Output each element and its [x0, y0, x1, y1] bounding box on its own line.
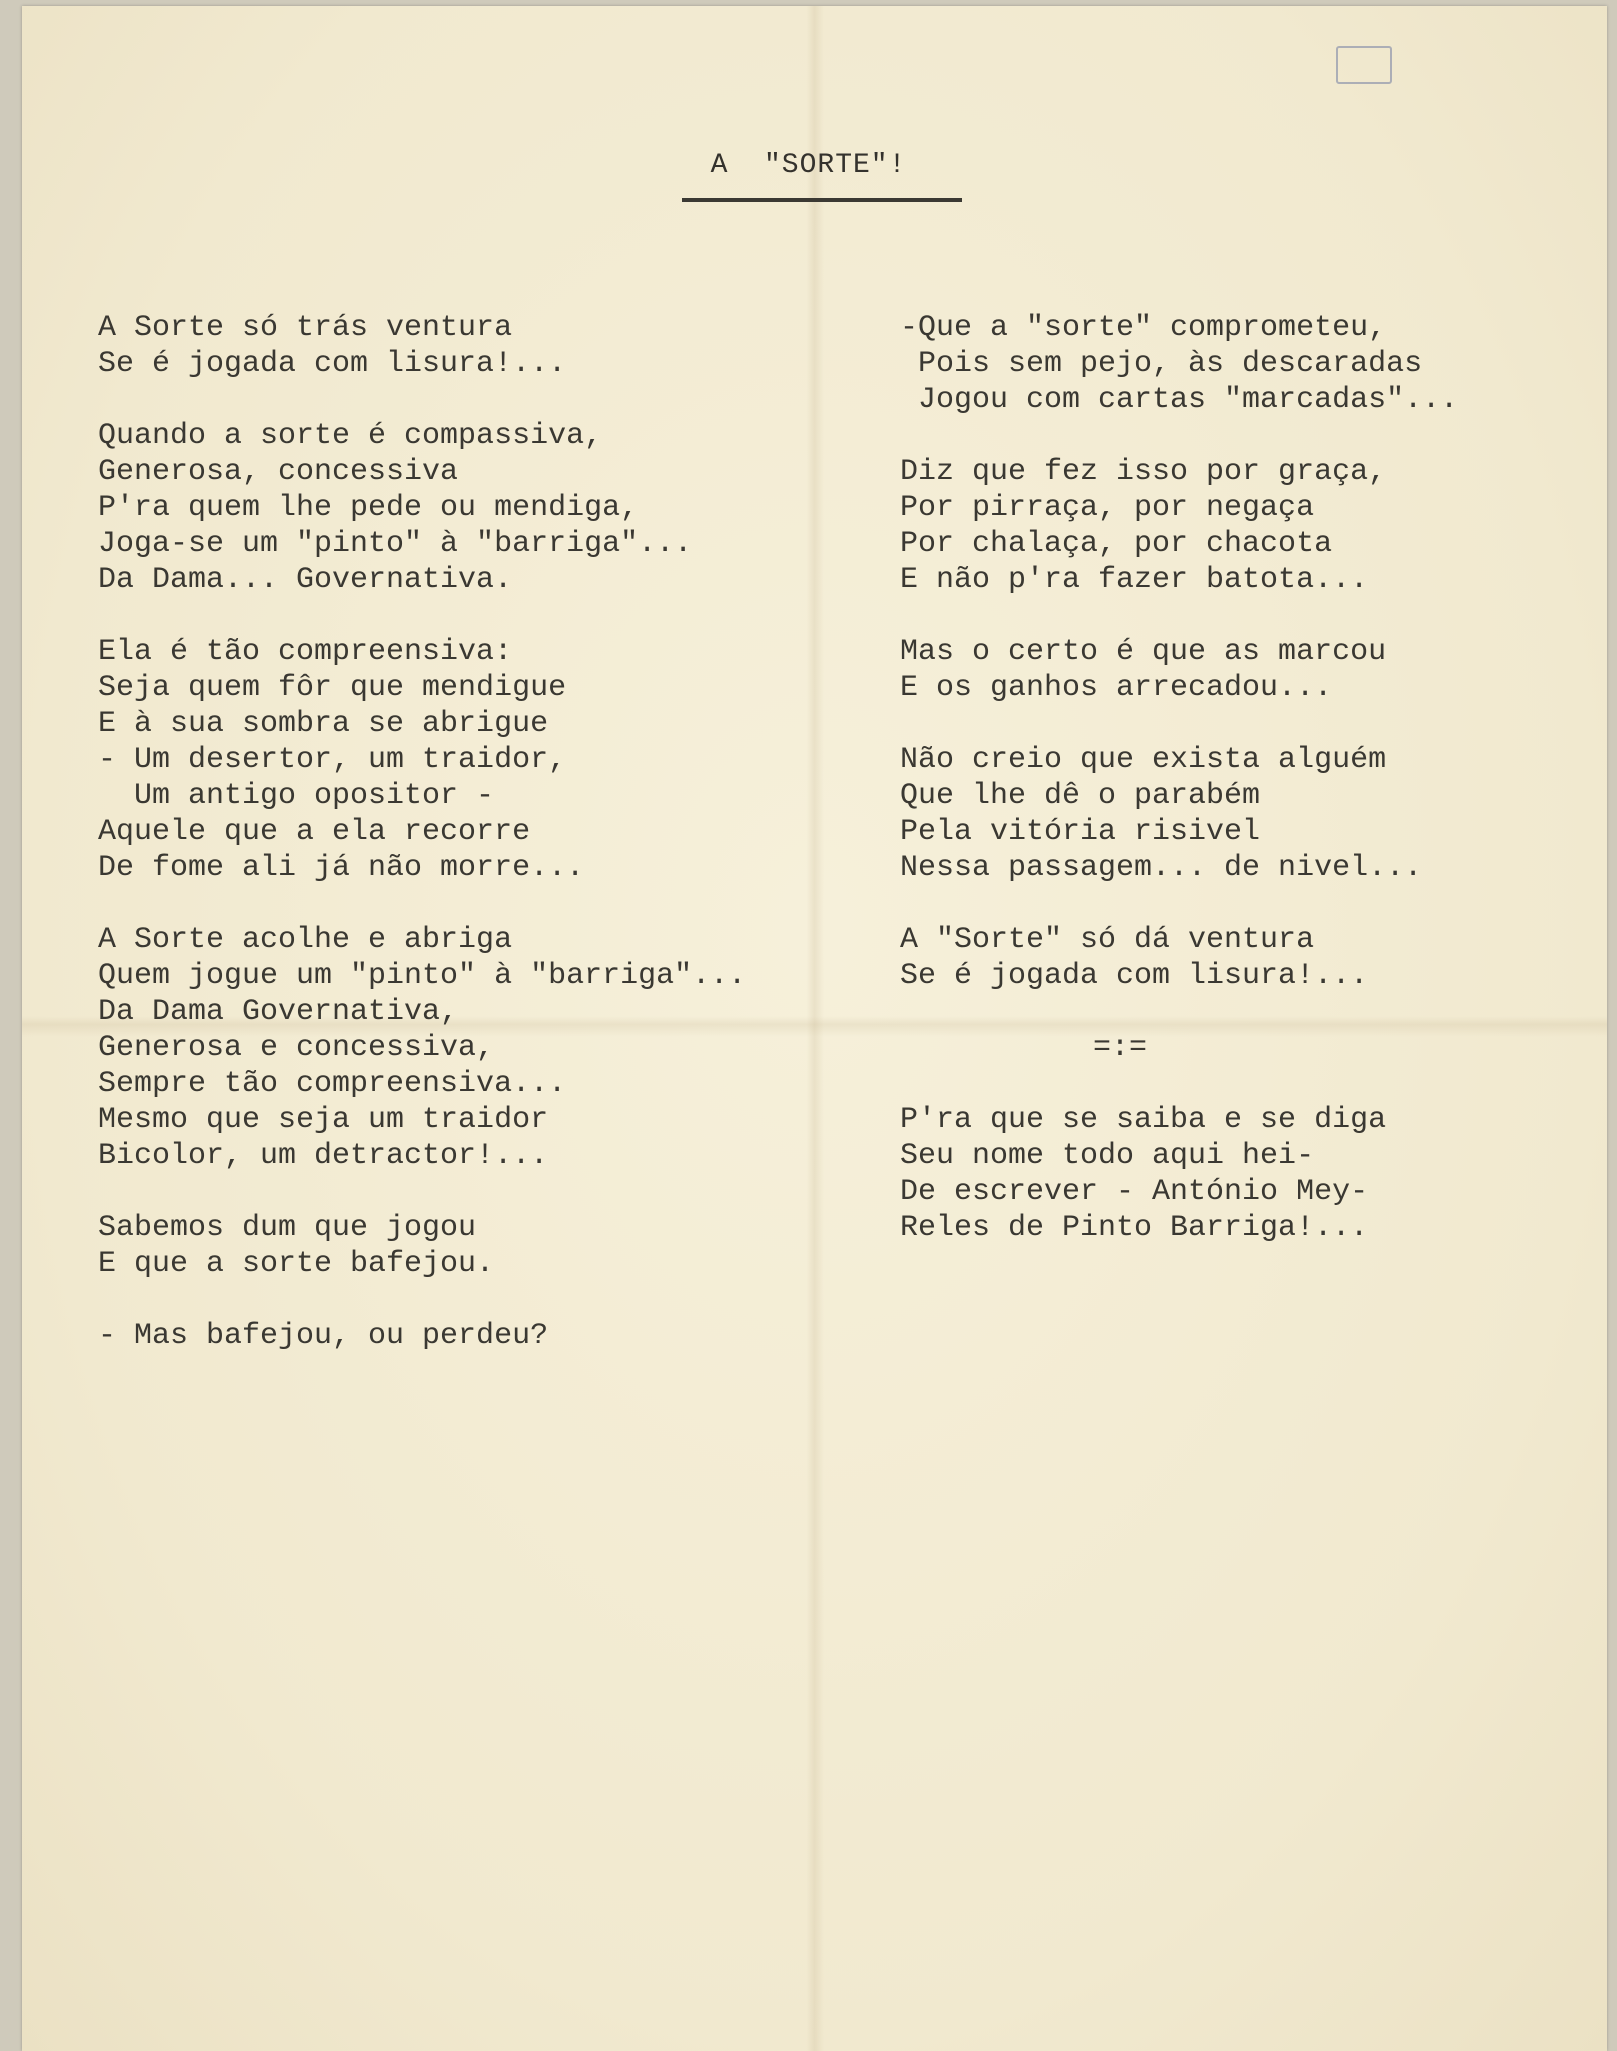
title-underline: [682, 198, 962, 202]
verse-line: E que a sorte bafejou.: [98, 1247, 495, 1281]
verse-line: Sabemos dum que jogou: [98, 1211, 477, 1245]
stanza: [900, 634, 1580, 706]
verse-line: E os ganhos arrecadou...: [900, 671, 1333, 705]
verse-line: Por chalaça, por chacota: [900, 527, 1333, 561]
verse-line: Ela é tão compreensiva:: [98, 635, 513, 669]
verse-line: - Um desertor, um traidor,: [98, 743, 567, 777]
verse-line: Seu nome todo aqui hei-: [900, 1139, 1315, 1173]
stanza: [98, 1210, 818, 1282]
verse-line: De fome ali já não morre...: [98, 851, 585, 885]
verse-line: Mesmo que seja um traidor: [98, 1103, 549, 1137]
verse-line: Bicolor, um detractor!...: [98, 1139, 549, 1173]
signature-stanza: [900, 1102, 1580, 1246]
verse-line: Que lhe dê o parabém: [900, 779, 1261, 813]
poem-title: A "SORTE"!: [710, 150, 907, 181]
verse-line: Diz que fez isso por graça,: [900, 455, 1387, 489]
left-column: [98, 310, 818, 1390]
verse-line: Jogou com cartas "marcadas"...: [900, 383, 1459, 417]
verse-line: Um antigo opositor -: [98, 779, 495, 813]
verse-line: Da Dama Governativa,: [98, 995, 459, 1029]
verse-line: E à sua sombra se abrigue: [98, 707, 549, 741]
verse-line: Pois sem pejo, às descaradas: [900, 347, 1423, 381]
verse-line: Nessa passagem... de nivel...: [900, 851, 1423, 885]
stanza: [98, 922, 818, 1174]
verse-line: De escrever - António Mey-: [900, 1175, 1369, 1209]
verse-line: Quando a sorte é compassiva,: [98, 419, 603, 453]
verse-line: Reles de Pinto Barriga!...: [900, 1211, 1369, 1245]
verse-line: Não creio que exista alguém: [900, 743, 1387, 777]
verse-line: Por pirraça, por negaça: [900, 491, 1315, 525]
stanza: [900, 742, 1580, 886]
verse-line: Mas o certo é que as marcou: [900, 635, 1387, 669]
stanza: [98, 310, 818, 382]
verse-line: Aquele que a ela recorre: [98, 815, 531, 849]
stanza: [98, 634, 818, 886]
verse-line: A Sorte acolhe e abriga: [98, 923, 513, 957]
verse-line: Da Dama... Governativa.: [98, 563, 513, 597]
verse-line: E não p'ra fazer batota...: [900, 563, 1369, 597]
right-stanzas: [900, 310, 1580, 994]
verse-line: A "Sorte" só dá ventura: [900, 923, 1315, 957]
right-column: [900, 310, 1580, 1282]
archive-stamp: [1336, 46, 1392, 84]
verse-line: Se é jogada com lisura!...: [900, 959, 1369, 993]
verse-line: Joga-se um "pinto" à "barriga"...: [98, 527, 693, 561]
verse-line: Se é jogada com lisura!...: [98, 347, 567, 381]
verse-line: Generosa e concessiva,: [98, 1031, 495, 1065]
verse-line: Sempre tão compreensiva...: [98, 1067, 567, 1101]
verse-line: - Mas bafejou, ou perdeu?: [98, 1319, 549, 1353]
verse-line: Seja quem fôr que mendigue: [98, 671, 567, 705]
verse-line: P'ra quem lhe pede ou mendiga,: [98, 491, 639, 525]
stanza: [900, 454, 1580, 598]
stanza: [900, 922, 1580, 994]
verse-line: Generosa, concessiva: [98, 455, 459, 489]
stanza: [900, 310, 1580, 418]
stanza: [98, 418, 818, 598]
verse-line: A Sorte só trás ventura: [98, 311, 513, 345]
stanza: [98, 1318, 818, 1354]
verse-line: Pela vitória risivel: [900, 815, 1261, 849]
stanza-separator: =:=: [1092, 1031, 1147, 1065]
verse-line: P'ra que se saiba e se diga: [900, 1103, 1387, 1137]
verse-line: Quem jogue um "pinto" à "barriga"...: [98, 959, 747, 993]
verse-line: -Que a "sorte" comprometeu,: [900, 311, 1387, 345]
